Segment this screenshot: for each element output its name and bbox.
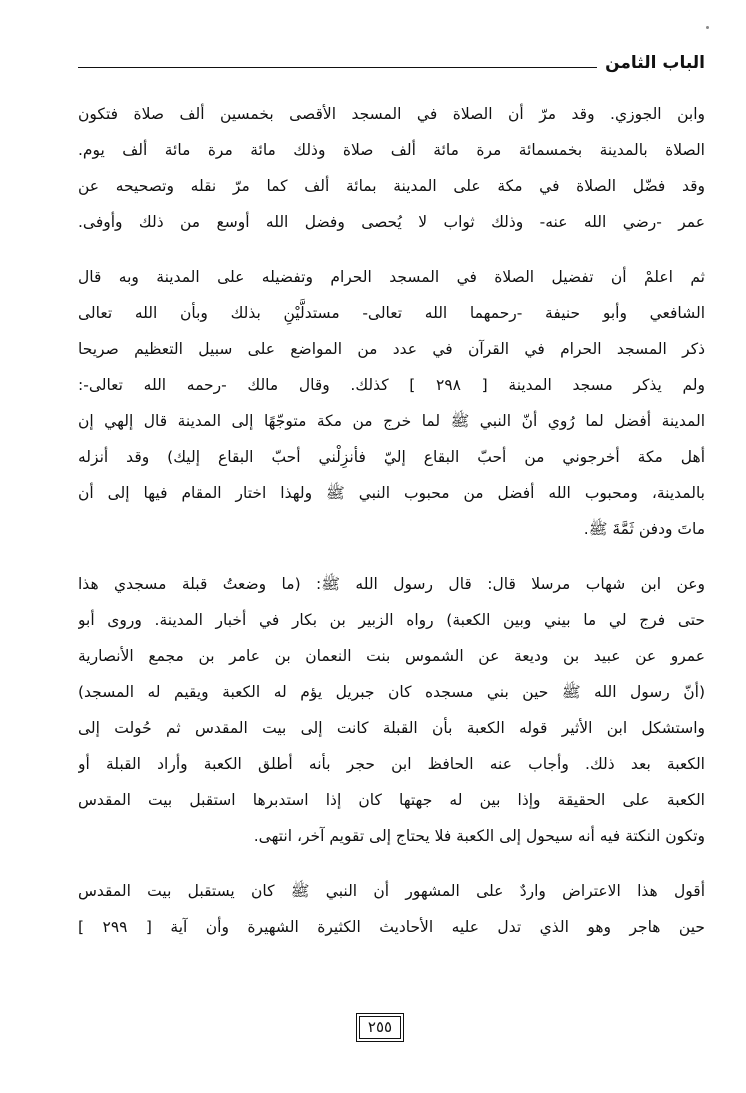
text-line: حين هاجر وهو الذي تدل عليه الأحاديث الكثيرة الشهيرة وأن آية [ ٢٩٩ ] <box>78 918 705 936</box>
text-line: عمرو عن عبيد بن وديعة عن الشموس بنت النعمان بن عامر بن مجمع الأنصارية <box>78 647 705 665</box>
text-line: حتى فرج لي ما بيني وبين الكعبة) رواه الزبير بن بكار في أخبار المدينة. وروى أبو <box>78 611 705 629</box>
text-line: المدينة أفضل لما رُوي أنّ النبي ﷺ لما خرج من مكة متوجّهًا إلى المدينة قال إلهي إن <box>78 412 705 430</box>
text-line: الشافعي وأبو حنيفة -رحمهما الله تعالى- مستدلَّيْنِ بذلك وبأن الله تعالى <box>78 304 705 322</box>
text-line: الكعبة بعد ذلك. وأجاب عنه الحافظ ابن حجر بأنه أطلق الكعبة وأراد القبلة أو <box>78 755 705 773</box>
text-line: (أنّ رسول الله ﷺ حين بني مسجده كان جبريل يؤم له الكعبة ويقيم له المسجد) <box>78 683 705 701</box>
text-line: وتكون النكتة فيه أنه سيحول إلى الكعبة فلا يحتاج إلى تقويم آخر، انتهى. <box>253 827 705 845</box>
header-rule <box>78 67 597 68</box>
running-header <box>78 50 705 76</box>
text-line: الصلاة بالمدينة بخمسمائة مرة مائة ألف صلاة وذلك مائة مرة مائة ألف يوم. <box>78 141 705 159</box>
text-line: ماتَ ودفن ثَمَّةَ ﷺ. <box>583 520 705 538</box>
text-line: وعن ابن شهاب مرسلا قال: قال رسول الله ﷺ: (ما وضعتُ قبلة مسجدي هذا <box>78 575 705 593</box>
text-line: وابن الجوزي. وقد مرّ أن الصلاة في المسجد الأقصى بخمسين ألف صلاة فتكون <box>78 105 705 123</box>
text-line: ولم يذكر مسجد المدينة [ ٢٩٨ ] كذلك. وقال مالك -رحمه الله تعالى-: <box>78 376 705 394</box>
text-line: وقد فضّل الصلاة في مكة على المدينة بمائة ألف كما مرّ نقله وتصحيحه عن <box>78 177 705 195</box>
paragraph-4 <box>78 873 705 945</box>
text-line: أهل مكة أخرجوني من أحبّ البقاع إليّ فأنزِلْني أحبّ البقاع إليك) وقد أنزله <box>78 448 705 466</box>
chapter-title: الباب الثامن <box>605 53 705 73</box>
paragraph-1 <box>78 96 705 240</box>
text-line: ذكر المسجد الحرام في القرآن في عدد من المواضع على سبيل التعظيم صريحا <box>78 340 705 358</box>
paragraph-3 <box>78 566 705 854</box>
text-line: عمر -رضي الله عنه- وذلك ثواب لا يُحصى وفضل الله أوسع من ذلك وأوفى. <box>78 213 705 231</box>
scan-dot <box>706 26 709 29</box>
text-line: الكعبة على الحقيقة وإذا بين له جهتها كان إذا استدبرها استقبل بيت المقدس <box>78 791 705 809</box>
text-line: أقول هذا الاعتراض واردٌ على المشهور أن النبي ﷺ كان يستقبل بيت المقدس <box>78 882 705 900</box>
text-line: بالمدينة، ومحبوب الله أفضل من محبوب النبي ﷺ ولهذا اختار المقام فيها إلى أن <box>78 484 705 502</box>
text-line: واستشكل ابن الأثير قوله الكعبة بأن القبلة كانت إلى بيت المقدس ثم حُولت إلى <box>78 719 705 737</box>
page-number: ٢٥٥ <box>356 1013 404 1042</box>
paragraph-2 <box>78 259 705 547</box>
page-body <box>78 96 705 945</box>
text-line: ثم اعلمْ أن تفضيل الصلاة في المسجد الحرام وتفضيله على المدينة وبه قال <box>78 268 705 286</box>
